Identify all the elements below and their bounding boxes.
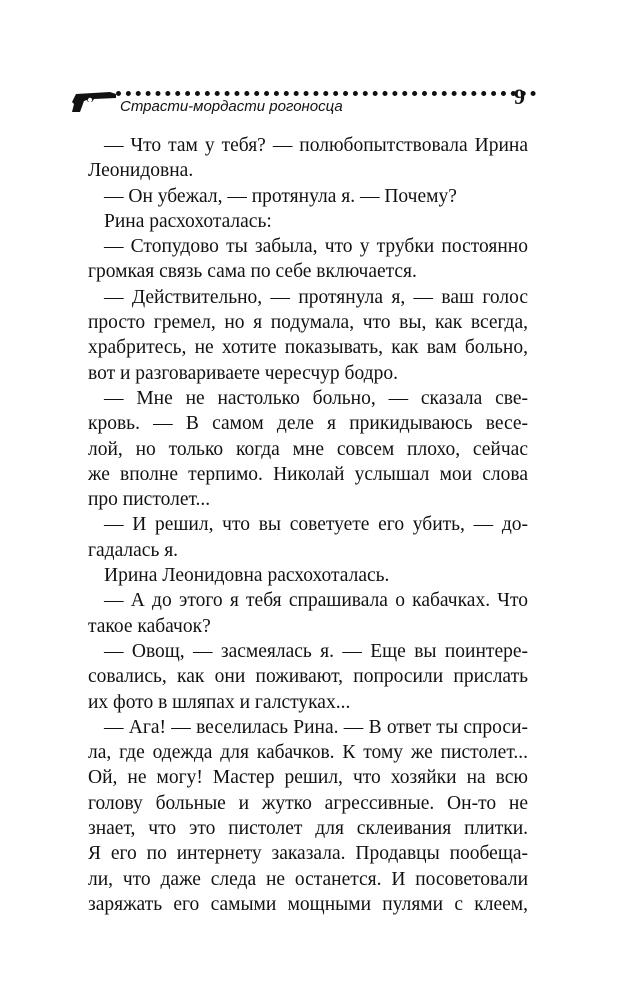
text-line: — А до этого я тебя спрашивала о кабачках. Что (104, 590, 528, 612)
text-line: ли, что даже следа не останется. И посоветовали (88, 868, 528, 890)
text-line: лой, но только когда мне совсем плохо, сейчас (88, 438, 528, 460)
page-number: 9 (514, 84, 525, 109)
page-header (70, 82, 540, 132)
text-line: — Овощ, — засмеялась я. — Еще вы поинтере- (104, 640, 528, 662)
dotted-rule (116, 91, 536, 96)
text-line: такое кабачок? (88, 615, 211, 637)
text-line: ла, где одежда для кабачков. К тому же пистолет... (88, 742, 528, 764)
text-line: Ирина Леонидовна расхохоталась. (104, 565, 390, 587)
text-line: знает, что это пистолет для склеивания плитки. (88, 818, 528, 840)
revolver-icon (70, 88, 118, 114)
text-line: — Он убежал, — протянула я. — Почему? (104, 185, 457, 207)
running-title: Страсти-мордасти рогоносца (120, 98, 343, 115)
text-line: совались, как они поживают, попросили прислать (88, 666, 528, 688)
text-line: просто гремел, но я подумала, что вы, как всегда, (88, 312, 528, 334)
text-line: — Ага! — веселилась Рина. — В ответ ты спроси- (104, 716, 528, 738)
text-line: же вполне терпимо. Николай услышал мои слова (88, 463, 528, 485)
text-line: голову больные и жутко агрессивные. Он-то не (88, 792, 528, 814)
text-line: — Стопудово ты забыла, что у трубки постоянно (104, 236, 528, 258)
text-line: Ой, не могу! Мастер решил, что хозяйки на всю (88, 767, 528, 789)
book-text (88, 133, 528, 917)
text-line: гадалась я. (88, 539, 179, 561)
text-line: — И решил, что вы советуете его убить, — до- (104, 514, 528, 536)
text-line: Я его по интернету заказала. Продавцы пообеща- (88, 843, 528, 865)
text-line: кровь. — В самом деле я прикидываюсь весе- (88, 413, 528, 435)
text-line: про пистолет... (88, 489, 211, 511)
text-line: — Мне не настолько больно, — сказала све- (104, 387, 528, 409)
text-line: Рина расхохоталась: (104, 210, 272, 232)
text-line: громкая связь сама по себе включается. (88, 261, 417, 283)
text-line: их фото в шляпах и галстуках... (88, 691, 351, 713)
text-line: — Действительно, — протянула я, — ваш голос (104, 286, 528, 308)
text-line: храбритесь, не хотите показывать, как вам больно, (88, 337, 528, 359)
text-line: заряжать его самыми мощными пулями с клеем, (88, 893, 528, 915)
text-line: Леонидовна. (88, 160, 194, 182)
text-line: вот и разговариваете чересчур бодро. (88, 362, 398, 384)
text-line: — Что там у тебя? — полюбопытствовала Ирина (104, 135, 528, 156)
